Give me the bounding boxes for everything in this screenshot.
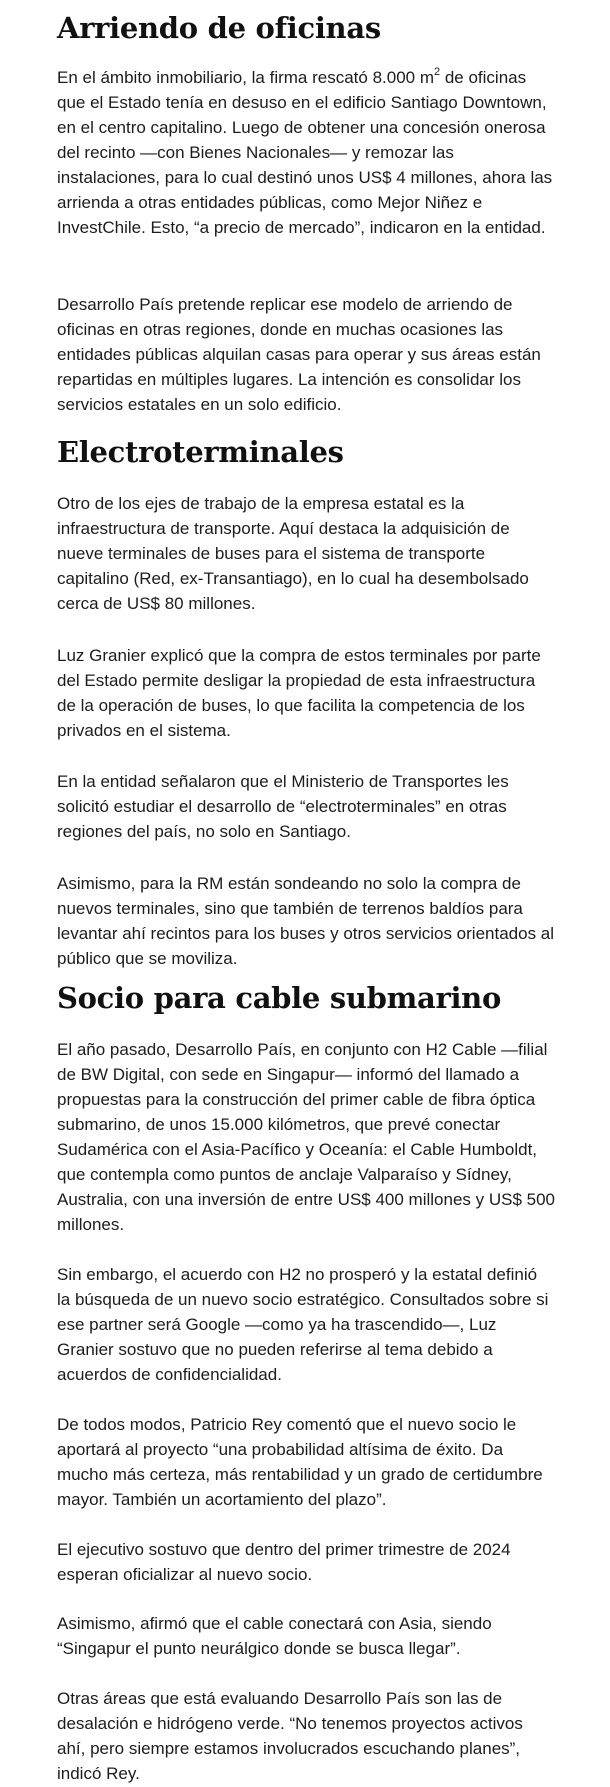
paragraph: Asimismo, afirmó que el cable conectará con Asia, siendo “Singapur el punto neurálgico donde se busca llegar”. [57,1614,492,1658]
section-heading-socio-cable: Socio para cable submarino [57,981,502,1015]
paragraph: El año pasado, Desarrollo País, en conjunto con H2 Cable —filial de BW Digital, con sede en Singapur— informó del llamado a propuestas para la construcción del primer cable de fibra óptica submarino, de unos 15.000 kilómetros, que prevé conectar Sudamérica con el Asia-Pacífico y Oceanía: el Cable Humboldt, que contempla como puntos de anclaje Valparaíso y Sídney, Australia, con una inversión de entre US$ 400 millones y US$ 500 millones. [57,1040,556,1234]
paragraph: Luz Granier explicó que la compra de estos terminales por parte del Estado permite desligar la propiedad de esta infraestructura de la operación de buses, lo que facilita la competencia de los privados en el sistema. [57,646,541,740]
section-heading-arriendo: Arriendo de oficinas [57,11,381,45]
paragraph: En el ámbito inmobiliario, la firma rescató 8.000 $m^2$ de oficinas que el Estado tenía en desuso en el edificio Santiago Downtown, en el centro capitalino. Luego de obtener una concesión onerosa del recinto —con Bienes Nacionales— y remozar las instalaciones, para lo cual destinó unos US$ 4 millones, ahora las arrienda a otras entidades públicas, como Mejor Niñez e InvestChile. Esto, “a precio de mercado”, indicaron en la entidad. [57,66,553,237]
section-heading-electroterminales: Electroterminales [57,435,344,469]
paragraph: Asimismo, para la RM están sondeando no solo la compra de nuevos terminales, sino que también de terrenos baldíos para levantar ahí recintos para los buses y otros servicios orientados al público que se moviliza. [57,874,555,968]
paragraph: Desarrollo País pretende replicar ese modelo de arriendo de oficinas en otras regiones, donde en muchas ocasiones las entidades públicas alquilan casas para operar y sus áreas están repartidas en múltiples lugares. La intención es consolidar los servicios estatales en un solo edificio. [57,295,541,414]
paragraph: De todos modos, Patricio Rey comentó que el nuevo socio le aportará al proyecto “una probabilidad altísima de éxito. Da mucho más certeza, más rentabilidad y un grado de certidumbre mayor. También un acortamiento del plazo”. [57,1415,543,1509]
paragraph: Otro de los ejes de trabajo de la empresa estatal es la infraestructura de transporte. Aquí destaca la adquisición de nueve terminales de buses para el sistema de transporte capitalino (Red, ex-Transantiago), en lo cual ha desembolsado cerca de US$ 80 millones. [57,494,529,613]
paragraph: Otras áreas que está evaluando Desarrollo País son las de desalación e hidrógeno verde. “No tenemos proyectos activos ahí, pero siempre estamos involucrados escuchando planes”, indicó Rey. [57,1689,523,1783]
paragraph: Sin embargo, el acuerdo con H2 no prosperó y la estatal definió la búsqueda de un nuevo socio estratégico. Consultados sobre si ese partner será Google —como ya ha trascendido—, Luz Granier sostuvo que no pueden referirse al tema debido a acuerdos de confidencialidad. [57,1265,549,1384]
paragraph: El ejecutivo sostuvo que dentro del primer trimestre de 2024 esperan oficializar al nuevo socio. [57,1540,511,1584]
paragraph: En la entidad señalaron que el Ministerio de Transportes les solicitó estudiar el desarrollo de “electroterminales” en otras regiones del país, no solo en Santiago. [57,772,509,841]
